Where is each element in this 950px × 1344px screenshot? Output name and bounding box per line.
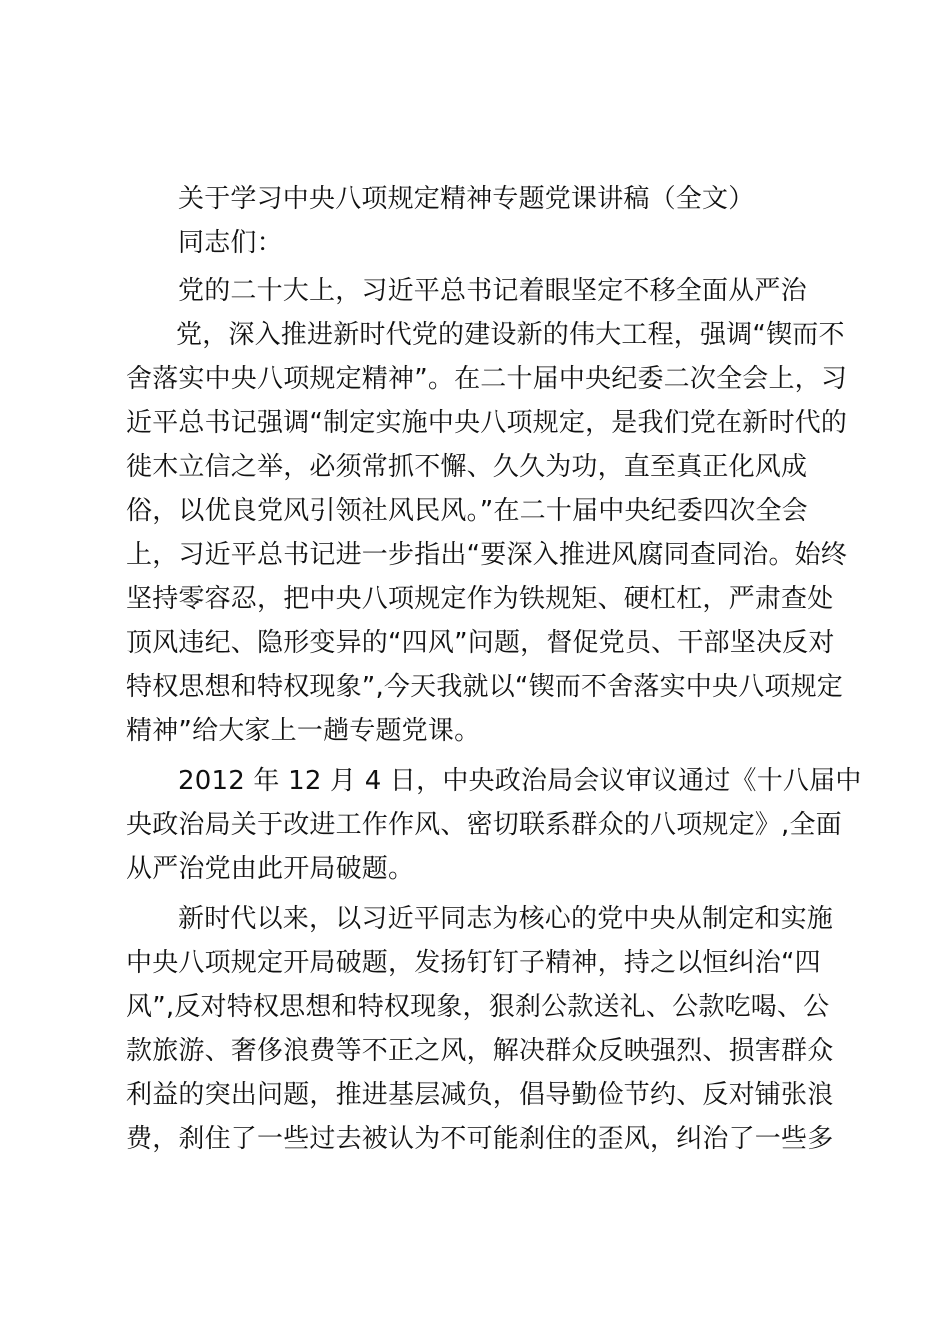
paragraph-line: 央政治局关于改进工作作风、密切联系群众的八项规定》,全面 <box>126 810 842 840</box>
paragraph-line: 顶风违纪、隐形变异的“四风”问题，督促党员、干部坚决反对 <box>126 628 835 658</box>
salutation: 同志们： <box>178 228 283 258</box>
paragraph-line: 费，刹住了一些过去被认为不可能刹住的歪风，纠治了一些多 <box>126 1124 834 1154</box>
paragraph-line: 利益的突出问题，推进基层减负，倡导勤俭节约、反对铺张浪 <box>126 1080 834 1110</box>
document-title: 关于学习中央八项规定精神专题党课讲稿（全文） <box>178 184 755 214</box>
paragraph-line: 徙木立信之举，必须常抓不懈、久久为功，直至真正化风成 <box>126 452 808 482</box>
paragraph-line: 2012 年 12 月 4 日，中央政治局会议审议通过《十八届中 <box>178 766 862 796</box>
paragraph-line: 新时代以来，以习近平同志为核心的党中央从制定和实施 <box>178 904 834 934</box>
paragraph-line: 特权思想和特权现象”,今天我就以“锲而不舍落实中央八项规定 <box>126 672 844 702</box>
paragraph-line: 党，深入推进新时代党的建设新的伟大工程，强调“锲而不 <box>176 320 845 350</box>
paragraph-line: 精神”给大家上一趟专题党课。 <box>126 716 481 746</box>
paragraph-line: 坚持零容忍，把中央八项规定作为铁规矩、硬杠杠，严肃查处 <box>126 584 834 614</box>
paragraph-line: 款旅游、奢侈浪费等不正之风，解决群众反映强烈、损害群众 <box>126 1036 834 1066</box>
paragraph-line: 舍落实中央八项规定精神”。在二十届中央纪委二次全会上，习 <box>126 364 848 394</box>
paragraph-line: 近平总书记强调“制定实施中央八项规定，是我们党在新时代的 <box>126 408 848 438</box>
paragraph-line: 上，习近平总书记进一步指出“要深入推进风腐同查同治。始终 <box>126 540 848 570</box>
paragraph-line: 从严治党由此开局破题。 <box>126 854 415 884</box>
paragraph-line: 俗，以优良党风引领社风民风。”在二十届中央纪委四次全会 <box>126 496 808 526</box>
paragraph-line: 风”,反对特权思想和特权现象，狠刹公款送礼、公款吃喝、公 <box>126 992 830 1022</box>
paragraph-line: 党的二十大上，习近平总书记着眼坚定不移全面从严治 <box>178 276 807 306</box>
paragraph-line: 中央八项规定开局破题，发扬钉钉子精神，持之以恒纠治“四 <box>126 948 821 978</box>
